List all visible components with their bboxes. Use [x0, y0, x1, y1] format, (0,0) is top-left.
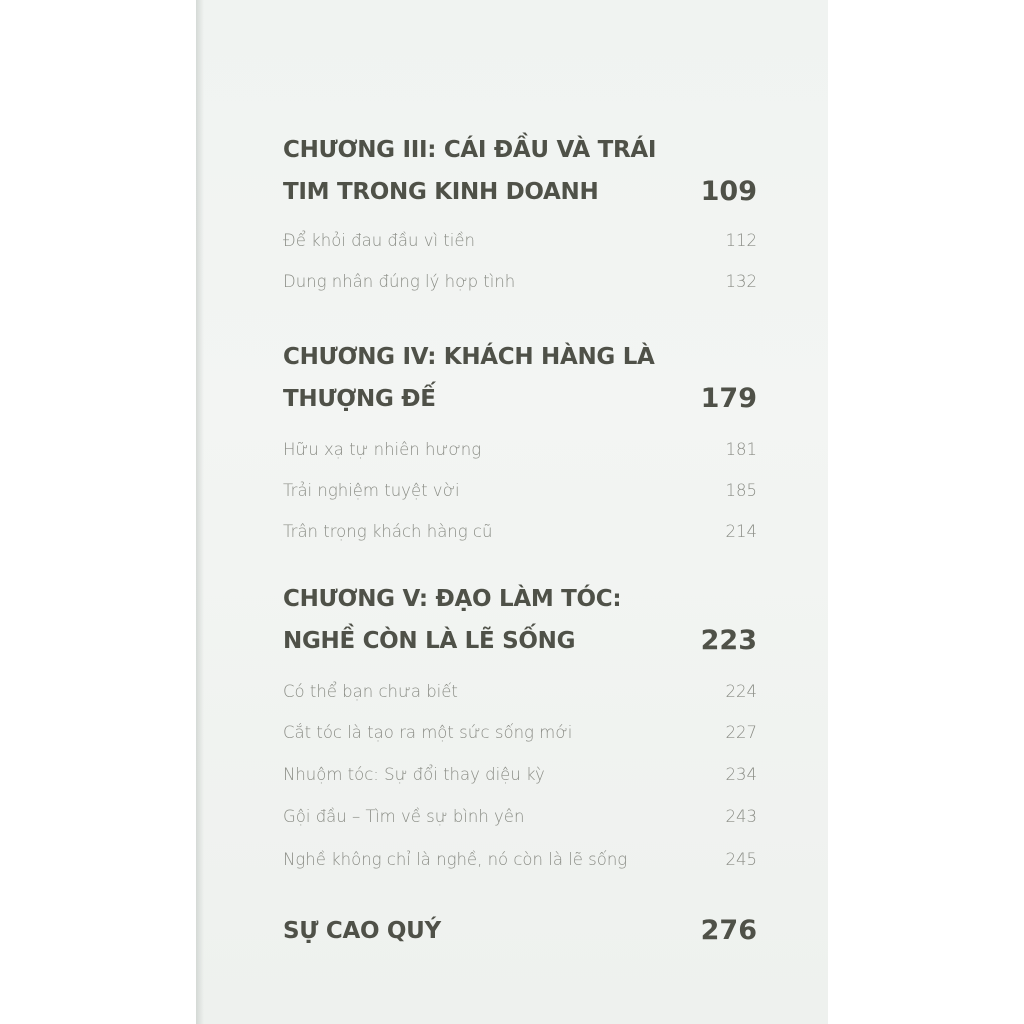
- chapter-title-line: TIM TRONG KINH DOANH: [283, 179, 599, 205]
- toc-item-title: Nhuộm tóc: Sự đổi thay diệu kỳ: [283, 765, 545, 784]
- toc-item-page: 224: [725, 682, 757, 701]
- chapter-title: [283, 129, 656, 213]
- toc-item-page: 234: [725, 765, 757, 784]
- chapter-title: [283, 336, 655, 420]
- chapter-page-number: 223: [700, 625, 757, 656]
- toc-chapter-3: [283, 129, 757, 213]
- toc-item: [283, 522, 757, 546]
- toc-item-title: Hữu xạ tự nhiên hương: [283, 440, 482, 459]
- toc-item: [283, 231, 757, 255]
- chapter-title-line: SỰ CAO QUÝ: [283, 918, 441, 944]
- chapter-title-line: CHƯƠNG V: ĐẠO LÀM TÓC:: [283, 586, 622, 612]
- toc-item-title: Nghề không chỉ là nghề, nó còn là lẽ sống: [283, 850, 628, 869]
- toc-item-page: 214: [725, 522, 757, 541]
- toc-item-title: Trân trọng khách hàng cũ: [283, 522, 493, 541]
- toc-item-title: Trải nghiệm tuyệt vời: [283, 481, 460, 500]
- toc-item-title: Cắt tóc là tạo ra một sức sống mới: [283, 723, 573, 742]
- toc-item-page: 112: [725, 231, 757, 250]
- toc-item: [283, 850, 757, 874]
- toc-item-page: 185: [725, 481, 757, 500]
- toc-item: [283, 682, 757, 706]
- chapter-title: [283, 910, 441, 952]
- toc-item: [283, 440, 757, 464]
- chapter-page-number: 109: [700, 176, 757, 207]
- toc-item: [283, 481, 757, 505]
- toc-item-page: 181: [725, 440, 757, 459]
- chapter-title-line: THƯỢNG ĐẾ: [283, 386, 436, 412]
- chapter-page-number: 276: [700, 915, 757, 946]
- toc-item-page: 245: [725, 850, 757, 869]
- toc-item-page: 132: [725, 272, 757, 291]
- chapter-page-number: 179: [700, 383, 757, 414]
- toc-item-title: Để khỏi đau đầu vì tiền: [283, 231, 475, 250]
- chapter-title-line: CHƯƠNG III: CÁI ĐẦU VÀ TRÁI: [283, 137, 657, 163]
- toc-item: [283, 723, 757, 747]
- toc-item-title: Gội đầu – Tìm về sự bình yên: [283, 807, 525, 826]
- toc-item-page: 227: [725, 723, 757, 742]
- toc-final-section: [283, 910, 757, 952]
- toc-chapter-5: [283, 578, 757, 662]
- toc-item: [283, 765, 757, 789]
- toc-item: [283, 272, 757, 296]
- chapter-title: [283, 578, 621, 662]
- chapter-title-line: NGHỀ CÒN LÀ LẼ SỐNG: [283, 628, 576, 654]
- toc-item-title: Dung nhân đúng lý hợp tình: [283, 272, 516, 291]
- chapter-title-line: CHƯƠNG IV: KHÁCH HÀNG LÀ: [283, 344, 655, 370]
- toc-chapter-4: [283, 336, 757, 420]
- toc-item-title: Có thể bạn chưa biết: [283, 682, 458, 701]
- toc-item-page: 243: [725, 807, 757, 826]
- page-gutter-shadow: [196, 0, 204, 1024]
- toc-item: [283, 807, 757, 831]
